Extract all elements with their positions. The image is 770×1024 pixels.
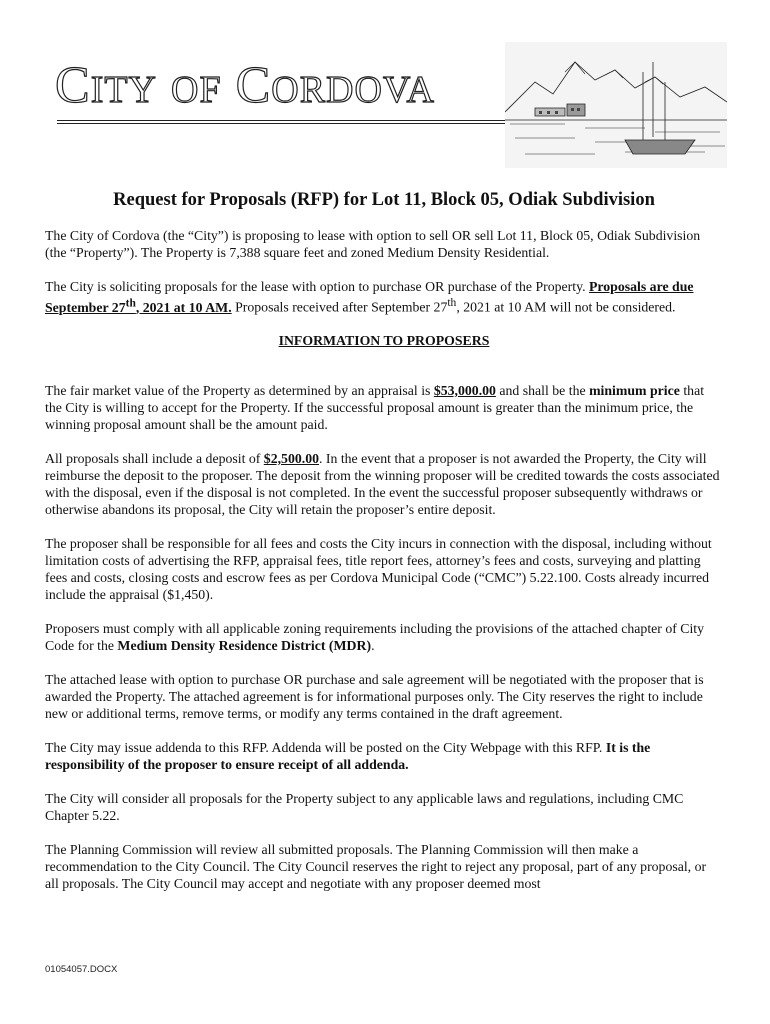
fees-paragraph: The proposer shall be responsible for all fees and costs the City incurs in connection with the disposal, including without limitation costs of advertising the RFP, appraisal fees, title report fees, attorney’s fees and costs, surveying and platting fees and costs, closing costs and escrow fees as per Cordova Municipal Code (“CMC”) 5.22.100. Costs already incurred include the appraisal ($1,450). bbox=[45, 535, 712, 602]
zoning-text: Proposers must comply with all applicable zoning requirements including the provisions of the attached chapter of City Code for the bbox=[45, 620, 705, 653]
addenda-paragraph bbox=[45, 739, 723, 773]
logo-underline-2 bbox=[57, 123, 515, 124]
planning-paragraph: The Planning Commission will review all submitted proposals. The Planning Commission will then make a recommendation to the City Council. The City Council reserves the right to reject any proposal, part of any proposal, or all proposals. The City Council may accept and negotiate with any proposer deemed most bbox=[45, 841, 707, 891]
mdr-district-term: Medium Density Residence District (MDR) bbox=[117, 637, 372, 653]
fmv-text: The fair market value of the Property as determined by an appraisal is bbox=[45, 382, 434, 398]
document-id-footer: 01054057.DOCX bbox=[45, 964, 118, 975]
due-date-sup: th bbox=[125, 297, 136, 309]
fmv-text-3: that the City is willing to accept for the Property. If the successful proposal amount is greater than the minimum price, the winning proposal amount shall be the amount paid. bbox=[45, 382, 705, 432]
addenda-responsibility: It is the responsibility of the proposer to ensure receipt of all addenda. bbox=[45, 739, 651, 772]
late-text: Proposals received after September 27 bbox=[231, 299, 448, 315]
page-title: Request for Proposals (RFP) for Lot 11, Block 05, Odiak Subdivision bbox=[113, 190, 655, 210]
late-date-sup: th bbox=[447, 297, 457, 309]
intro-paragraph: The City of Cordova (the “City”) is proposing to lease with option to sell OR sell Lot 11, Block 05, Odiak Subdivision (the “Property”). The Property is 7,388 square feet and zoned Medium Density Residential. bbox=[45, 228, 701, 260]
late-text-2: , 2021 at 10 AM will not be considered. bbox=[456, 299, 676, 315]
section-heading: INFORMATION TO PROPOSERS bbox=[278, 332, 490, 348]
laws-paragraph: The City will consider all proposals for the Property subject to any applicable laws and regulations, including CMC Chapter 5.22. bbox=[45, 790, 684, 823]
zoning-paragraph bbox=[45, 620, 723, 654]
lease-paragraph: The attached lease with option to purchase OR purchase and sale agreement will be negotiated with the proposer that is awarded the Property. The attached agreement is for informational purposes only. The City reserves the right to include new or additional terms, remove terms, or modify any terms contained in the draft agreement. bbox=[45, 671, 704, 721]
fmv-amount: $53,000.00 bbox=[433, 382, 496, 398]
deposit-text: All proposals shall include a deposit of bbox=[45, 450, 264, 466]
fmv-paragraph bbox=[45, 382, 723, 433]
minimum-price-term: minimum price bbox=[589, 382, 680, 398]
deposit-amount: $2,500.00 bbox=[263, 450, 319, 466]
due-date-text: Proposals are due September 27 bbox=[45, 279, 694, 315]
addenda-text: The City may issue addenda to this RFP. Addenda will be posted on the City Webpage with this RFP. bbox=[45, 739, 606, 755]
deposit-text-2: . In the event that a proposer is not awarded the Property, the City will reimburse the deposit to the proposer. The deposit from the winning proposer will be credited towards the costs associated with the disposal, even if the disposal is not completed. In the event the successful proposer subsequently withdraws or otherwise abandons its proposal, the City will retain the proposer’s entire deposit. bbox=[45, 450, 720, 517]
solicit-text: The City is soliciting proposals for the lease with option to purchase OR purchase of the Property. bbox=[45, 279, 589, 294]
fmv-text-2: and shall be the bbox=[495, 382, 590, 398]
harbor-illustration bbox=[505, 42, 727, 168]
letterhead bbox=[45, 42, 723, 168]
document-body bbox=[45, 186, 723, 909]
logo-underline bbox=[57, 120, 515, 121]
deposit-paragraph bbox=[45, 450, 723, 518]
due-date-time: , 2021 at 10 AM. bbox=[135, 299, 232, 315]
solicitation-paragraph bbox=[45, 278, 723, 316]
zoning-text-2: . bbox=[371, 637, 375, 653]
city-logo-text: CITY OF CORDOVA bbox=[55, 57, 435, 114]
